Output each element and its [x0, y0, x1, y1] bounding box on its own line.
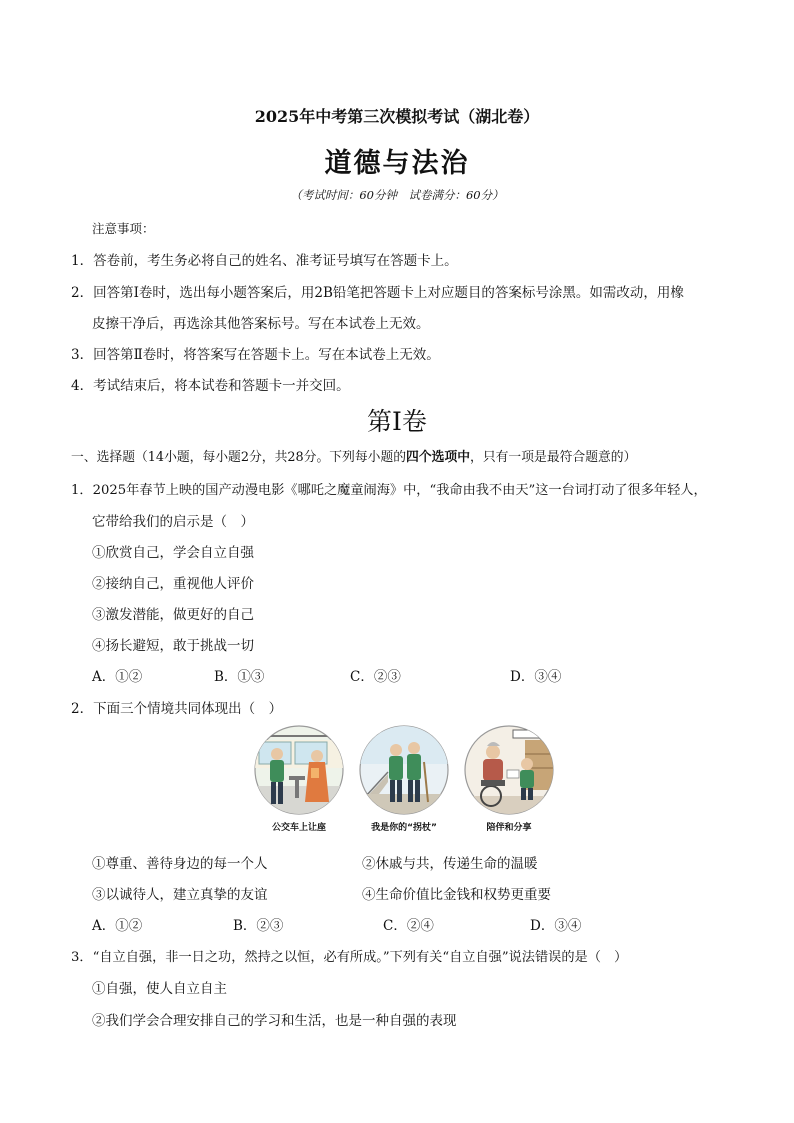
note-item-2: 2．回答第Ⅰ卷时，选出每小题答案后，用2B铅笔把答题卡上对应题目的答案标号涂黑。如需改动，用橡 — [71, 285, 684, 301]
q2-statement-4: ④生命价值比金钱和权势更重要 — [362, 887, 551, 903]
exam-info: （考试时间：60分钟 试卷满分：60分） — [290, 188, 504, 202]
note-item-1: 1．答卷前，考生务必将自己的姓名、准考证号填写在答题卡上。 — [71, 253, 458, 269]
caption-1: 公交车上让座 — [271, 823, 326, 833]
instruction-text-end: ，只有一项是最符合题意的） — [470, 450, 637, 465]
q2-option-b: B．②③ — [233, 918, 284, 934]
instruction-text: 一、选择题（14小题，每小题2分，共28分。下列每小题的 — [71, 450, 407, 465]
exam-title: 2025年中考第三次模拟考试（湖北卷） — [254, 107, 540, 126]
subject-title: 道德与法治 — [324, 148, 470, 179]
section-instruction — [71, 446, 636, 465]
q3-statement-2: ②我们学会合理安排自己的学习和生活，也是一种自强的表现 — [92, 1013, 457, 1029]
q1-stem-line2: 它带给我们的启示是（ ） — [92, 514, 254, 530]
q3-stem: 3．“自立自强，非一日之功，然持之以恒，必有所成。”下列有关“自立自强”说法错误的是（ ） — [71, 950, 628, 965]
q2-statement-1: ①尊重、善待身边的每一个人 — [92, 856, 268, 872]
q2-option-a: A．①② — [92, 918, 143, 934]
scene-bus-seat — [253, 724, 345, 816]
q3-statement-1: ①自强，使人自立自主 — [92, 981, 227, 997]
note-item-2-cont: 皮擦干净后，再选涂其他答案标号。写在本试卷上无效。 — [92, 316, 430, 332]
scene-companionship — [463, 724, 555, 816]
q1-option-b: B．①③ — [214, 669, 265, 685]
caption-3: 陪伴和分享 — [486, 823, 532, 833]
note-item-4: 4．考试结束后，将本试卷和答题卡一并交回。 — [71, 378, 350, 394]
q1-option-c: C．②③ — [350, 669, 401, 685]
q1-statement-4: ④扬长避短，敢于挑战一切 — [92, 638, 254, 654]
q1-option-a: A．①② — [92, 669, 143, 685]
q2-stem: 2．下面三个情境共同体现出（ ） — [71, 701, 283, 717]
section-title: 第Ⅰ卷 — [367, 407, 427, 436]
instruction-bold-text: 四个选项中 — [406, 450, 471, 465]
scene-crutch — [358, 724, 450, 816]
notes-title: 注意事项： — [92, 221, 155, 236]
caption-2: 我是你的“拐杖” — [371, 823, 437, 833]
q1-stem-line1: 1．2025年春节上映的国产动漫电影《哪吒之魔童闹海》中，“我命由我不由天”这一台词打动了很多年轻人， — [71, 483, 707, 498]
q1-statement-3: ③激发潜能，做更好的自己 — [92, 607, 254, 623]
q1-statement-2: ②接纳自己，重视他人评价 — [92, 576, 254, 592]
q2-option-c: C．②④ — [383, 918, 434, 934]
q2-statement-3: ③以诚待人，建立真挚的友谊 — [92, 887, 268, 903]
q2-statement-2: ②休戚与共，传递生命的温暖 — [362, 856, 538, 872]
q2-option-d: D．③④ — [530, 918, 582, 934]
q1-option-d: D．③④ — [510, 669, 562, 685]
q2-illustration — [251, 724, 556, 836]
q1-statement-1: ①欣赏自己，学会自立自强 — [92, 545, 254, 561]
note-item-3: 3．回答第Ⅱ卷时，将答案写在答题卡上。写在本试卷上无效。 — [71, 347, 440, 363]
